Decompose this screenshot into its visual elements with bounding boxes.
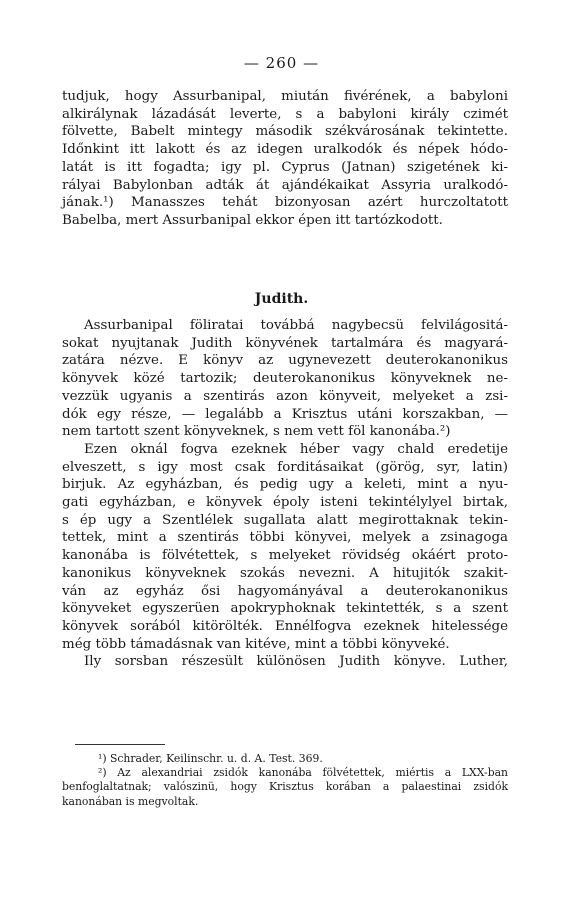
- footnote-divider: [75, 744, 165, 745]
- footnote-1: [62, 752, 508, 766]
- footnote-2: [62, 766, 508, 809]
- text-line: könyvek sorából kitörölték. Ennélfogva ezeknek hitelessége: [62, 618, 508, 634]
- text-line: latát is itt fogadta; igy pl. Cyprus (Jatnan) szigetének ki-: [62, 159, 508, 175]
- page-number: — 260 —: [243, 54, 320, 72]
- text-line: birjuk. Az egyházban, és pedig ugy a keleti, mint a nyu-: [62, 477, 508, 493]
- text-line: alkirálynak lázadását leverte, s a babyloni király czimét: [62, 106, 508, 122]
- text-line: könyvek közé tartozik; deuterokanonikus könyveknek ne-: [62, 371, 508, 387]
- body-text-main: [62, 317, 508, 671]
- paragraph-1: [62, 88, 508, 230]
- text-line: még több támadásnak van kitéve, mint a többi könyveké.: [62, 636, 450, 652]
- footnote-line: kanonában is megvoltak.: [62, 794, 199, 808]
- text-line: rályai Babylonban adták át ajándékaikat Assyria uralkodó-: [62, 177, 508, 193]
- text-line: Ily sorsban részesült különösen Judith könyve. Luther,: [84, 654, 508, 670]
- text-line: Időnkint itt lakott és az idegen uralkodók és népek hódo-: [62, 142, 508, 158]
- text-line: s ép ugy a Szentlélek sugallata alatt megirottaknak tekin-: [62, 512, 508, 528]
- footnotes: [62, 752, 508, 809]
- footnote-line: benfoglaltatnak; valószinü, hogy Krisztus korában a palaestinai zsidók: [62, 780, 508, 794]
- text-line: sokat nyujtanak Judith könyvének tartalmára és magyará-: [62, 335, 508, 351]
- text-line: könyveket egyszerüen apokryphoknak tekintették, s a szent: [62, 601, 508, 617]
- section-heading: Judith.: [254, 291, 309, 307]
- paragraph-2: [62, 317, 508, 441]
- footnote-line: ¹) Schrader, Keilinschr. u. d. A. Test. 369.: [98, 752, 323, 765]
- text-line: nem tartott szent könyveknek, s nem vett föl kanonába.²): [62, 424, 451, 440]
- text-line: Assurbanipal föliratai továbbá nagybecsü felvilágositá-: [84, 318, 508, 333]
- text-line: jának.¹) Manasszes tehát bizonyosan azért hurczoltatott: [62, 195, 508, 211]
- text-line: Babelba, mert Assurbanipal ekkor épen itt tartózkodott.: [62, 212, 443, 228]
- text-line: Ezen oknál fogva ezeknek héber vagy chald eredetije: [84, 441, 508, 457]
- text-line: ván az egyház ősi hagyományával a deuterokanonikus: [62, 583, 508, 599]
- text-line: dók egy része, — legalább a Krisztus utáni korszakban, —: [62, 406, 508, 422]
- text-line: zatára nézve. E könyv az ugynevezett deuterokanonikus: [62, 353, 508, 369]
- footnote-line: ²) Az alexandriai zsidók kanonába fölvétettek, miértis a LXX-ban: [98, 766, 508, 780]
- text-line: kanonikus könyveknek szokás nevezni. A hitujitók szakit-: [62, 565, 508, 581]
- text-line: tettek, mint a szentirás többi könyvei, melyek a zsinagoga: [62, 530, 508, 546]
- text-line: kanonába is fölvétettek, s melyeket rövidség okáért proto-: [62, 548, 508, 564]
- text-line: tudjuk, hogy Assurbanipal, miután fivérének, a babyloni: [62, 89, 508, 104]
- text-line: elveszett, s igy most csak forditásaikat (görög, syr, latin): [62, 459, 508, 475]
- text-line: fölvette, Babelt mintegy második székvárosának tekintette.: [62, 124, 508, 140]
- paragraph-4: [62, 653, 508, 671]
- paragraph-3: [62, 441, 508, 653]
- text-line: vezzük ugyanis a szentirás azon könyveit, melyeket a zsi-: [62, 388, 508, 404]
- body-text-top: [62, 88, 508, 230]
- text-line: gati egyházban, e könyvek époly isteni tekintélylyel birtak,: [62, 495, 508, 511]
